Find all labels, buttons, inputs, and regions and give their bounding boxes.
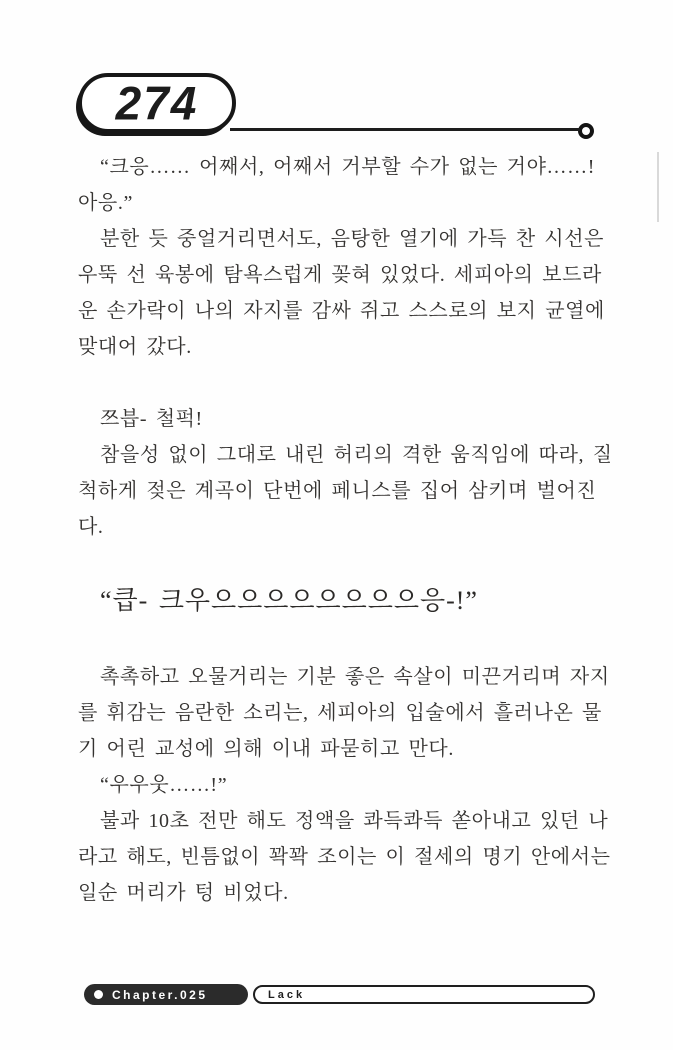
page-number-pill [78, 73, 236, 133]
series-label: Lack [268, 988, 306, 1001]
text-line: 촉촉하고 오물거리는 기분 좋은 속살이 미끈거리며 자지 [100, 666, 610, 688]
text-line: “크응…… 어째서, 어째서 거부할 수가 없는 거야……! [100, 156, 595, 178]
text-line: 참을성 없이 그대로 내린 허리의 격한 움직임에 따라, 질 [100, 444, 613, 466]
text-line: “큽- 크우으으으으으으으으응-!” [100, 586, 478, 615]
text-line: 척하게 젖은 계곡이 단번에 페니스를 집어 삼키며 벌어진 [78, 480, 597, 502]
body-text [78, 149, 613, 911]
text-line: 기 어린 교성에 의해 이내 파묻히고 만다. [78, 738, 454, 760]
bullet-dot-icon [94, 990, 103, 999]
header-ring-icon [578, 123, 594, 139]
series-badge [253, 985, 595, 1004]
text-line: 라고 해도, 빈틈없이 꽉꽉 조이는 이 절세의 명기 안에서는 [78, 846, 611, 868]
text-line: 불과 10초 전만 해도 정액을 콰득콰득 쏟아내고 있던 나 [100, 810, 609, 832]
text-line: 일순 머리가 텅 비었다. [78, 882, 289, 904]
text-line: 아응.” [78, 192, 133, 214]
chapter-badge [84, 984, 248, 1005]
page-number: 274 [115, 76, 199, 130]
text-line: 다. [78, 516, 104, 538]
text-line: 분한 듯 중얼거리면서도, 음탕한 열기에 가득 찬 시선은 [100, 228, 605, 250]
text-line: 를 휘감는 음란한 소리는, 세피아의 입술에서 흘러나온 물 [78, 702, 602, 724]
text-line: 맞대어 갔다. [78, 336, 192, 358]
scan-edge-artifact [657, 152, 659, 222]
text-line: 우뚝 선 육봉에 탐욕스럽게 꽂혀 있었다. 세피아의 보드라 [78, 264, 602, 286]
chapter-label: Chapter.025 [112, 987, 208, 1002]
text-line: 운 손가락이 나의 자지를 감싸 쥐고 스스로의 보지 균열에 [78, 300, 605, 322]
header-rule [230, 128, 580, 131]
text-line: 쯔븝- 철퍽! [100, 408, 203, 430]
text-line: “우우웃……!” [100, 774, 228, 796]
